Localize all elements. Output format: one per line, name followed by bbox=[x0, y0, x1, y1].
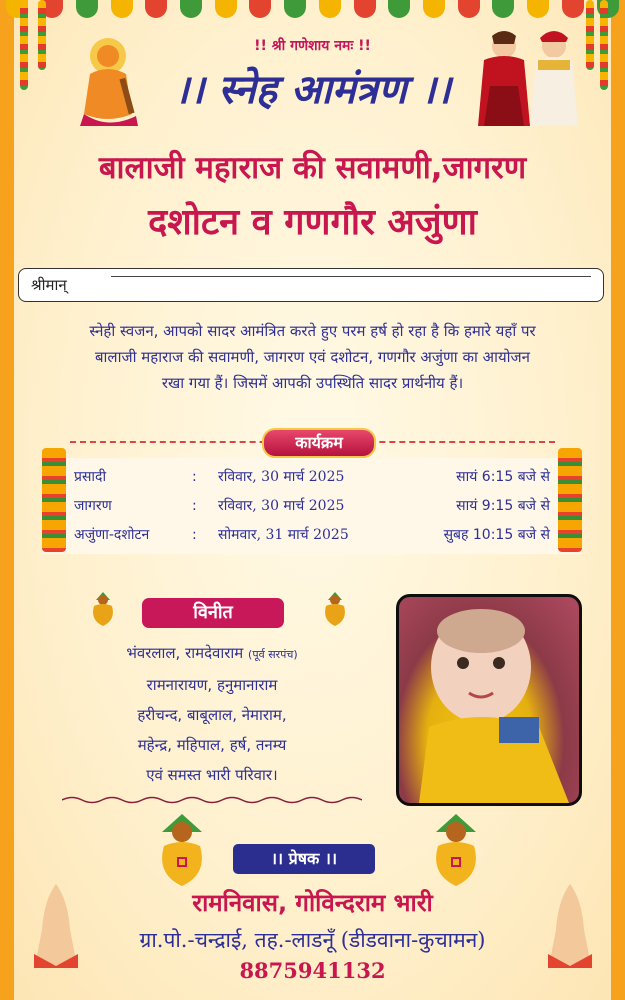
vinit-line1-note: (पूर्व सरपंच) bbox=[248, 648, 298, 661]
program-garland-right bbox=[558, 448, 582, 552]
event-title-line2: दशोटन व गणगौर अजुंणा bbox=[148, 202, 477, 243]
sender-address: ग्रा.पो.-चन्द्राई, तह.-लाडनूँ (डीडवाना-कुचामन) bbox=[139, 928, 486, 952]
program-date: रविवार, 30 मार्च 2025 bbox=[218, 498, 345, 514]
vinit-heading: विनीत bbox=[142, 598, 284, 628]
program-date: रविवार, 30 मार्च 2025 bbox=[218, 469, 345, 485]
program-sep: : bbox=[192, 468, 197, 485]
invitation-message bbox=[20, 318, 605, 396]
kalash-icon bbox=[88, 590, 118, 628]
decorative-divider bbox=[62, 795, 362, 805]
child-photo-image bbox=[399, 597, 579, 803]
program-event: अजुंणा-दशोटन bbox=[74, 527, 150, 543]
program-event: प्रसादी bbox=[74, 469, 107, 485]
invitee-name-field[interactable] bbox=[18, 268, 604, 302]
program-time: सुबह 10:15 बजे से bbox=[443, 527, 550, 543]
program-sep: : bbox=[192, 497, 197, 514]
message-line1: स्नेही स्वजन, आपको सादर आमंत्रित करते हुए परम हर्ष हो रहा है कि हमारे यहाँ पर bbox=[89, 322, 536, 340]
folded-hands-icon bbox=[540, 880, 600, 970]
child-photo bbox=[396, 594, 582, 806]
kalash-icon bbox=[154, 812, 210, 888]
vinit-line2: रामनारायण, हनुमानाराम bbox=[146, 676, 278, 694]
top-garland bbox=[0, 0, 625, 22]
vinit-line1 bbox=[64, 638, 360, 670]
program-table bbox=[74, 462, 550, 549]
invitee-blank-line bbox=[111, 276, 591, 277]
program-row bbox=[74, 491, 550, 520]
program-time: सायं 6:15 बजे से bbox=[456, 469, 550, 485]
folded-hands-icon bbox=[26, 880, 86, 970]
sender-heading: ।। प्रेषक ।। bbox=[233, 844, 375, 874]
program-time: सायं 9:15 बजे से bbox=[456, 498, 550, 514]
message-line2: बालाजी महाराज की सवामणी, जागरण एवं दशोटन, गणगौर अजुंणा का आयोजन bbox=[94, 348, 531, 366]
program-heading: कार्यक्रम bbox=[262, 428, 376, 458]
sender-names: रामनिवास, गोविन्दराम भारी bbox=[192, 889, 433, 917]
program-event: जागरण bbox=[74, 498, 112, 514]
vinit-line3: हरीचन्द, बाबूलाल, नेमाराम, bbox=[137, 706, 287, 724]
invitee-label: श्रीमान् bbox=[31, 276, 67, 294]
program-row bbox=[74, 520, 550, 549]
program-date: सोमवार, 31 मार्च 2025 bbox=[218, 527, 349, 543]
vinit-line5: एवं समस्त भारी परिवार। bbox=[146, 766, 278, 784]
event-title-line1: बालाजी महाराज की सवामणी,जागरण bbox=[98, 150, 527, 186]
program-row bbox=[74, 462, 550, 491]
program-garland-left bbox=[42, 448, 66, 552]
message-line3: रखा गया हैं। जिसमें आपकी उपस्थिति सादर प्रार्थनीय हैं। bbox=[161, 374, 464, 392]
vinit-line1-main: भंवरलाल, रामदेवाराम bbox=[126, 644, 244, 662]
vinit-names bbox=[64, 638, 360, 790]
sender-phone: 8875941132 bbox=[239, 958, 386, 983]
page-title: ।। स्नेह आमंत्रण ।। bbox=[174, 66, 451, 113]
vinit-line4: महेन्द्र, महिपाल, हर्ष, तनम्य bbox=[137, 736, 287, 754]
invocation-text: !! श्री गणेशाय नमः !! bbox=[254, 38, 371, 54]
program-sep: : bbox=[192, 526, 197, 543]
kalash-icon bbox=[428, 812, 484, 888]
kalash-icon bbox=[320, 590, 350, 628]
